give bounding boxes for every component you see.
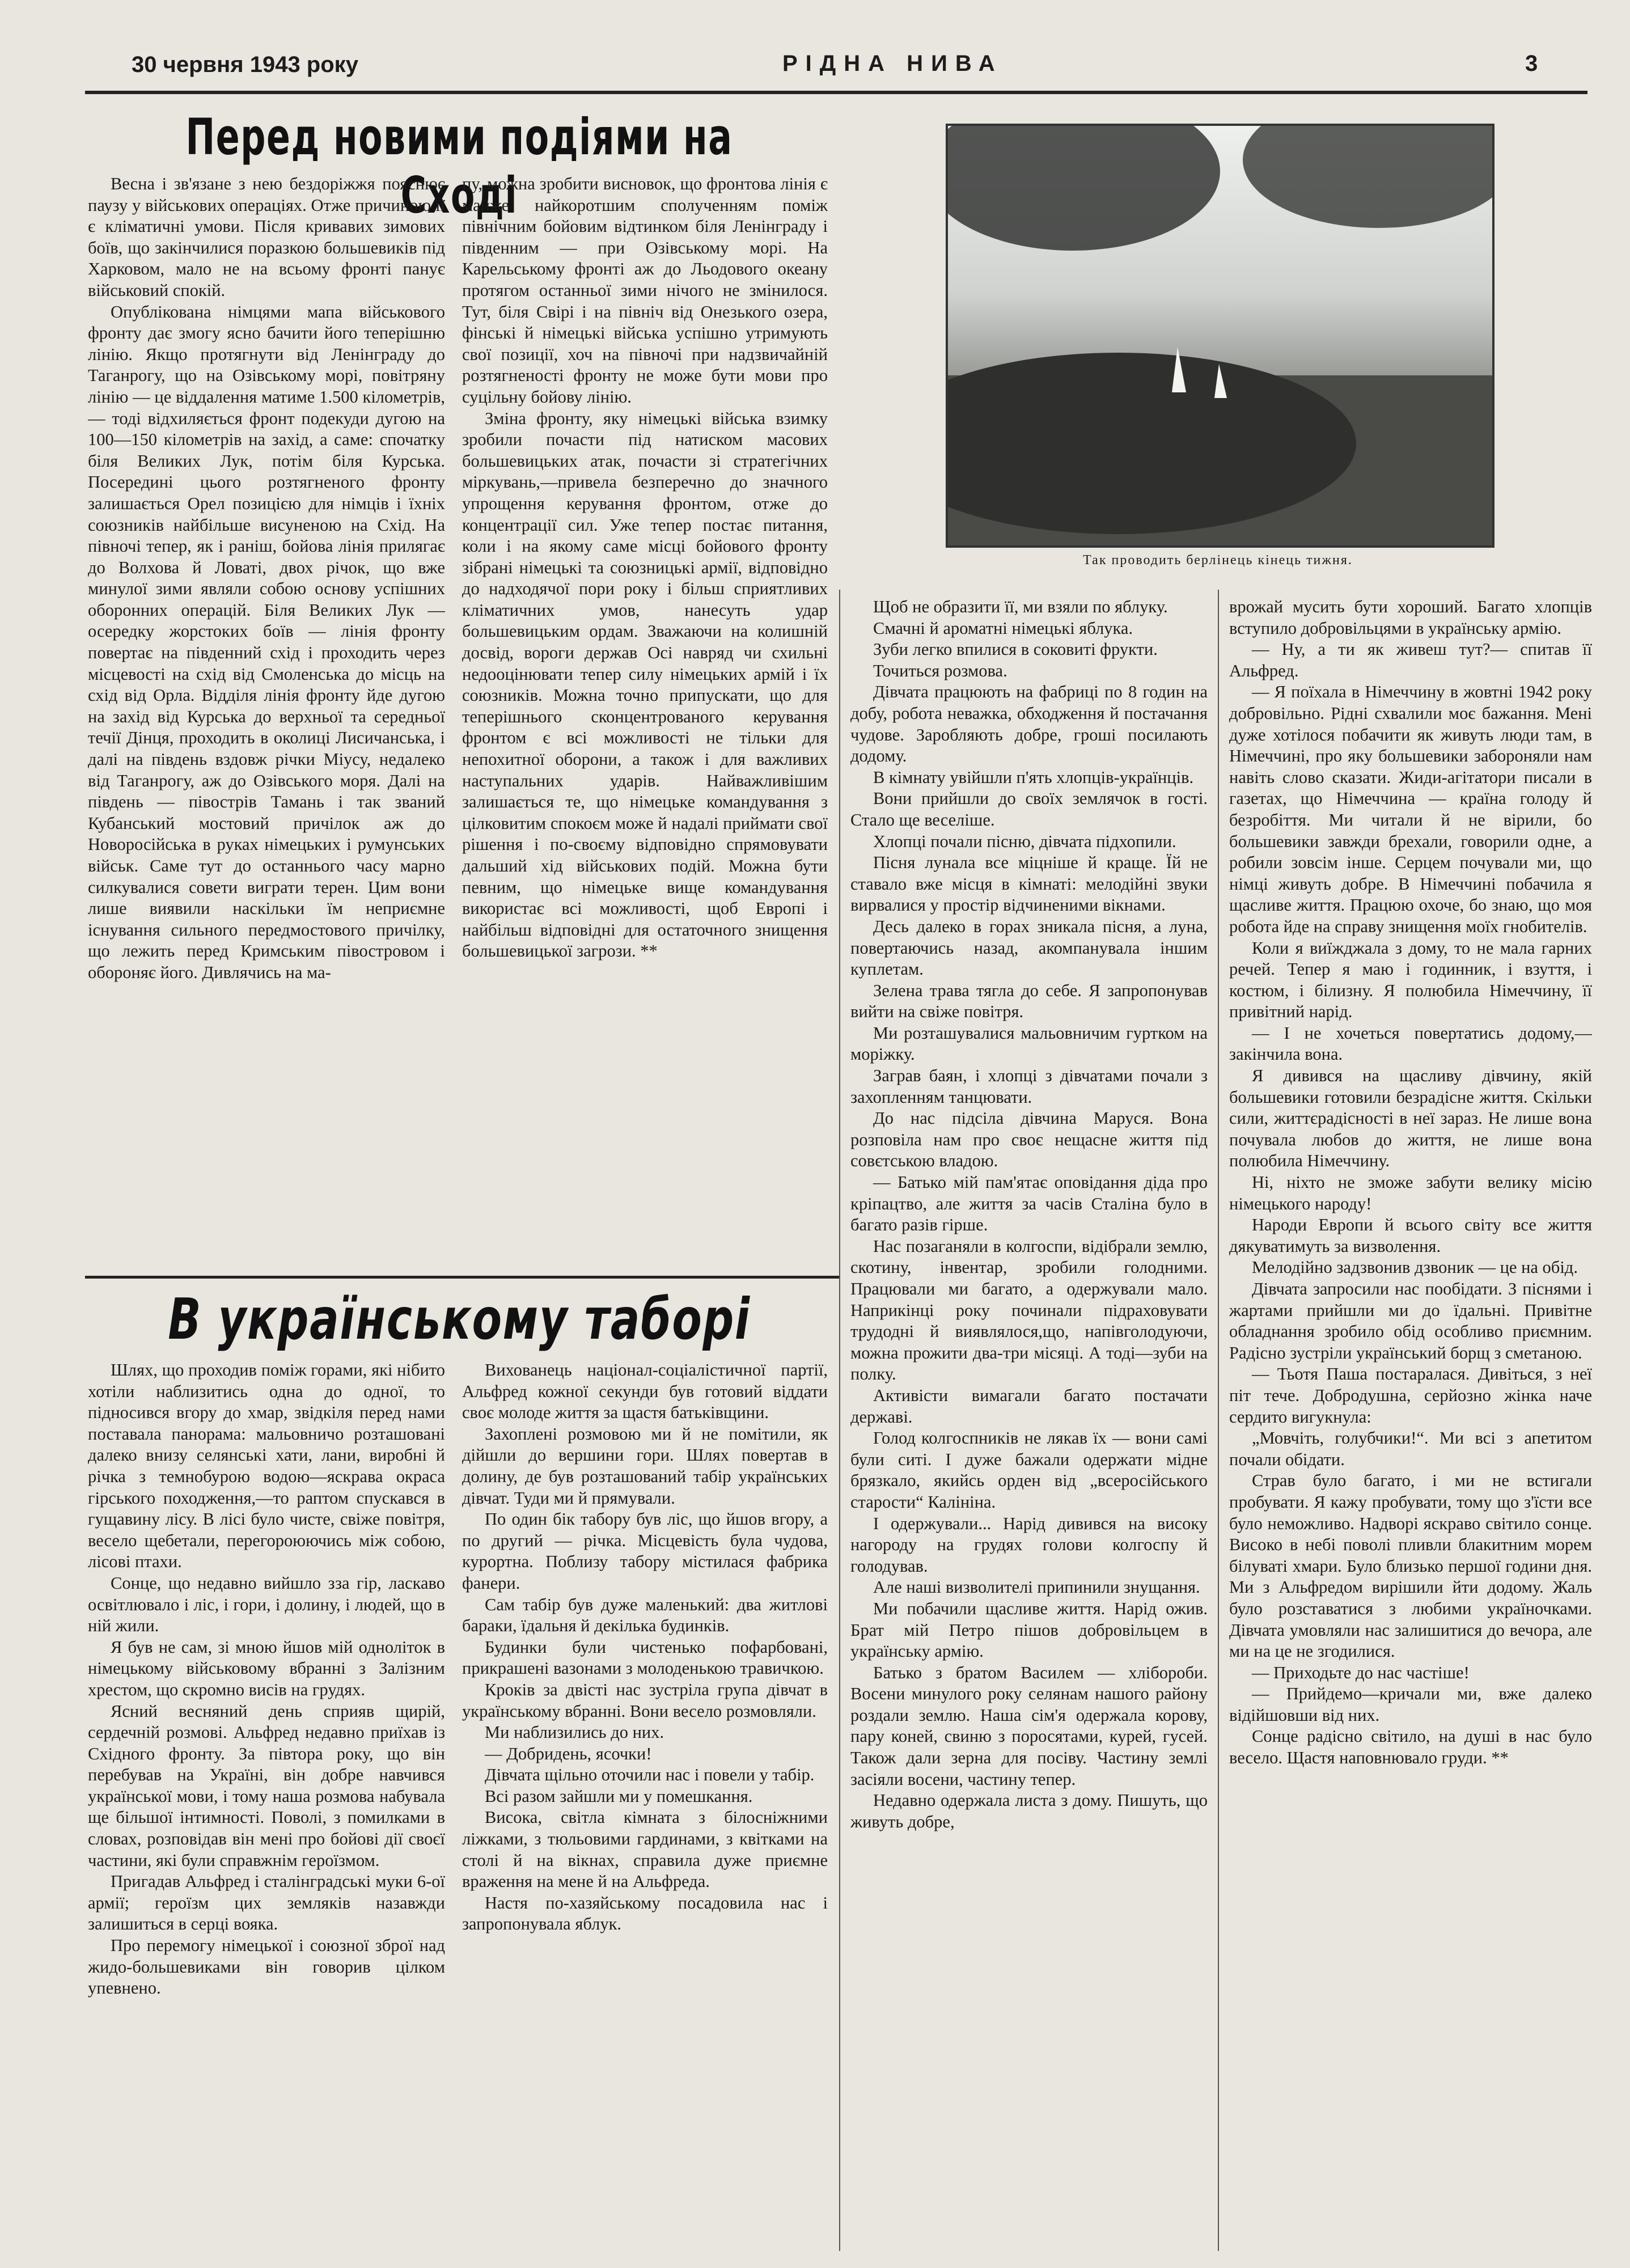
paragraph: Будинки були чистенько пофарбовані, прикрашені вазонами з молоденькою травичкою.	[462, 1637, 828, 1678]
paragraph: Хлопці почали пісню, дівчата підхопили.	[873, 831, 1176, 851]
paragraph: — Прийдемо—кричали ми, вже далеко відійшовши від них.	[1229, 1684, 1592, 1725]
photo-caption: Так проводить берлінець кінець тижня.	[1083, 553, 1353, 568]
paragraph: Активісти вимагали багато постачати державі.	[850, 1385, 1208, 1427]
paragraph: — Тьотя Паша постаралася. Дивіться, з неї піт тече. Добродушна, серйозно жінка наче сердито вигукнула:	[1229, 1364, 1592, 1427]
paragraph: Сонце, що недавно вийшло зза гір, ласкаво освітлювало і ліс, і гори, і долину, і людей, що в ній жили.	[88, 1573, 445, 1636]
paragraph: Кроків за двісті нас зустріла група дівчат в українському вбранні. Вони весело розмовляли.	[462, 1679, 828, 1721]
paragraph: Про перемогу німецької і союзної зброї над жидо-большевиками він говорив цілком упевнено.	[88, 1936, 445, 1998]
paragraph: Щоб не образити її, ми взяли по яблуку.	[873, 597, 1168, 616]
paragraph: „Мовчіть, голубчики!“. Ми всі з апетитом почали обідати.	[1229, 1428, 1592, 1469]
article2-column-2	[462, 1360, 828, 2250]
paragraph: Захоплені розмовою ми й не помітили, як дійшли до вершини гори. Шлях повертав в долину, де був розташований табір українських дівчат. Туди ми й прямували.	[462, 1424, 828, 1508]
paragraph: Вихованець націонал-соціалістичної партії, Альфред кожної секунди був готовий віддати своє молоде життя за щастя батьківщини.	[462, 1360, 828, 1423]
paragraph: Ми розташувалися мальовничим гуртком на моріжку.	[850, 1023, 1208, 1064]
article1-bottom-rule	[85, 1276, 839, 1279]
paragraph: Шлях, що проходив поміж горами, які нібито хотіли наблизитись одна до одної, то підносився вгору до хмар, звідкіля перед нами поставала панорама: мальовничо розташовані далеко внизу селянські хати, лани, виробні й річка з темнобурою водою—яскрава окраса гірського походження,—то раптом спускався в гущавину лісу. В лісі було чисте, свіже повітря, весело щебетали, перегороюючись між собою, лісові птахи.	[88, 1360, 445, 1572]
paragraph: — Батько мій пам'ятає оповідання діда про кріпацтво, але життя за часів Сталіна було в багато разів гірше.	[850, 1173, 1208, 1235]
paragraph: До нас підсіла дівчина Маруся. Вона розповіла нам про своє нещасне життя під совєтською владою.	[850, 1108, 1208, 1171]
paragraph: врожай мусить бути хороший. Багато хлопців вступило добровільцями в українську армію.	[1229, 597, 1592, 638]
paragraph: — Я поїхала в Німеччину в жовтні 1942 року добровільно. Рідні схвалили моє бажання. Мені дуже хотілося побачити як живуть люди там, в Німеччині, про яку большевики забороняли нам навіть слово сказати. Жиди-агітатори писали в газетах, що Німеччина — країна голоду й безробіття. Ми читали й не вірили, бо большевики завжди брехали, говорили одне, а робили зовсім інше. Серцем почували ми, що німці живуть добре. В Німеччині побачила я щасливе життя. Працюю охоче, бо знаю, що моя робота йде на справу знищення моїх гнобителів.	[1229, 682, 1592, 936]
paragraph: Ясний весняний день сприяв щирій, сердечній розмові. Альфред недавно приїхав із Східного фронту. За півтора року, що він перебував на Україні, він добре навчився української мови, і тому наша розмова набувала ще більшої інтимності. Поволі, з помилками в словах, розповідав він мені про бойові дії своєї частини, які були справжнім героїзмом.	[88, 1701, 445, 1870]
paragraph: Голод колгоспників не лякав їх — вони самі були ситі. І дуже бажали одержати мідне брязкало, якийсь орден від „всеросійського старости“ Калініна.	[850, 1428, 1208, 1512]
paragraph: Пригадав Альфред і сталінградські муки 6-ої армії; героїзм цих земляків назавжди залишиться в серці вояка.	[88, 1872, 445, 1934]
paragraph: Всі разом зайшли ми у помешкання.	[485, 1786, 753, 1806]
paragraph: — Ну, а ти як живеш тут?— спитав її Альфред.	[1229, 640, 1592, 680]
newspaper-name: РІДНА НИВА	[782, 51, 1003, 76]
paragraph: Точиться розмова.	[873, 661, 1007, 680]
paragraph: Опублікована німцями мапа військового фронту дає змогу ясно бачити його теперішню лінію. Якщо протягнути від Ленінграду до Таганрогу, що на Озівському морі, повітряну лінію — це віддалення матиме 1.500 кілометрів, — тоді відхиляється фронт подекуди дугою на 100—150 кілометрів на захід, а саме: спочатку біля Великих Лук, потім біля Курська. Посередині цього розтягненого фронту залишається Орел позицією для німців і їхніх союзників найбільше висуненою на Схід. На півночі тепер, як і раніш, бойова лінія прилягає до Волхова й Ловаті, двох річок, що вже минулої зими являли собою основу успішних оборонних операцій. Біля Великих Лук — осередку жорстоких боїв — лінія фронту повертає на південний схід і проходить через місцевості на схід від Смоленська до місць на схід від Орла. Відділя лінія фронту йде дугою на захід від Курська до верхньої та середньої течії Дінця, проходить в околиці Лисичанська, і далі на південь вздовж річки Міусу, недалеко від Таганрогу, аж до Озівського моря. Далі на південь — півострів Тамань і так званий Кубанський мостовий причілок аж до Новоросійська в руках німецьких і румунських військ. Саме тут до останнього часу марно силкувалися совети виграти терен. Цим вони лише виявили наскільки їм неприємне існування сильного передмостового причілку, що лежить перед Кримським півостровом і обороняє його. Дивлячись на ма-	[88, 302, 445, 982]
paragraph: Ми побачили щасливе життя. Нарід ожив. Брат мій Петро пішов добровільцем в українську армію.	[850, 1598, 1208, 1661]
paragraph: Дівчата запросили нас пообідати. З піснями і жартами прийшли ми до їдальні. Привітне обладнання зробило обід особливо приємним. Радісно зустріли український борщ з сметаною.	[1229, 1279, 1592, 1363]
paragraph: Висока, світла кімната з білосніжними ліжками, з тюльовими гардинами, з квітками на столі й на вікнах, справила дуже приємне враження на мене й на Альфреда.	[462, 1808, 828, 1892]
photo-lakeside	[946, 124, 1494, 548]
article1-column-1	[88, 174, 445, 1262]
paragraph: Десь далеко в горах зникала пісня, а луна, повертаючись назад, акомпанувала іншим куплетам.	[850, 916, 1208, 979]
paragraph: Заграв баян, і хлопці з дівчатами почали з захопленням танцювати.	[850, 1066, 1208, 1107]
paragraph: Зміна фронту, яку німецькі війська взимку зробили почасти під натиском масових большевицьких атак, почасти зі стратегічних міркувань,—привела безперечно до значного упрощення керування фронтом, отже до концентрації сил. Уже тепер постає питання, коли і на якому саме місці бойового фронту зібрані німецькі та союзницькі армії, відповідно до надходячої пори року і більш сприятливих кліматичних умов, нанесуть удар большевицьким ордам. Зважаючи на колишній досвід, вороги держав Осі навряд чи схильні недооцінювати тепер силу німецьких армій і їх союзників. Можна точно припускати, що для теперішнього сконцентрованого керування фронтом є всі можливості не тільки для непохитної оборони, а також і для важливих наступальних ударів. Найважливішим залишається те, що німецьке командування з цілковитим спокоєм може й надалі приймати свої рішення і по-своєму відповідно спрямовувати дальший хід військових подій. Можна бути певним, що німецьке вище командування використає всі можливості, щоб Европі і найбільш відповідні для остаточного знищення большевицької загрози. **	[462, 408, 828, 961]
paragraph: Смачні й ароматні німецькі яблука.	[873, 618, 1133, 638]
paragraph: Я дивився на щасливу дівчину, якій большевики готовили безрадісне життя. Скільки сили, життєрадісності в неї зараз. Не лише вона почувала любов до життя, не лише вона полюбила Німеччину.	[1229, 1066, 1592, 1171]
paragraph: Але наші визволителі припинили знущання.	[873, 1577, 1200, 1597]
article2-column-3	[850, 596, 1208, 2252]
paragraph: Страв було багато, і ми не встигали пробувати. Я кажу пробувати, тому що з'їсти все було неможливо. Надворі яскраво світило сонце. Високо в небі поволі пливли блакитним морем білуваті хмари. Було близько першої години дня. Ми з Альфредом вирішили йти додому. Жаль було розставатися з любими україночками. Дівчата умовляли нас залишитися до вечора, але ми на це не згодилися.	[1229, 1471, 1592, 1661]
paragraph: Дівчата працюють на фабриці по 8 годин на добу, робота неважка, обходження й постачання чудове. Заробляють добре, гроші посилають додому.	[850, 682, 1208, 766]
paragraph: — Приходьте до нас частіше!	[1252, 1662, 1470, 1682]
paragraph: І одержували... Нарід дивився на високу нагороду на грудях голови колгоспу й голодував.	[850, 1513, 1208, 1576]
paragraph: — Добридень, ясочки!	[485, 1744, 652, 1763]
paragraph: Я був не сам, зі мною йшов мій одноліток в німецькому військовому вбранні з Залізним хрестом, що скромно висів на грудях.	[88, 1637, 445, 1699]
paragraph: пу, можна зробити висновок, що фронтова лінія є майже найкоротшим сполученням поміж північним бойовим відтинком біля Ленінграду і південним — при Озівському морі. На Карельському фронті аж до Льодового океану протягом останньої зими нічого не змінилося. Тут, біля Свірі і на північ від Онезького озера, фінські й німецькі війська успішно утримують свої позиції, хоч на півночі при надзвичайній розтягненості фронту не може бути мови про суцільну бойову лінію.	[462, 174, 828, 407]
article2-column-4	[1229, 596, 1592, 2252]
issue-date: 30 червня 1943 року	[132, 52, 358, 77]
paragraph: Пісня лунала все міцніше й краще. Їй не ставало вже місця в кімнаті: мелодійні звуки вирвалися у простір відчиненими вікнами.	[850, 853, 1208, 915]
paragraph: Весна і зв'язане з нею бездоріжжя пояснює паузу у військових операціях. Отже причиною її є кліматичні умови. Після кривавих зимових боїв, що закінчилися поразкою большевиків під Харковом, мало не на всьому фронті панує військовий спокій.	[88, 174, 445, 300]
header-rule	[85, 91, 1587, 94]
article2-title: В українському таборі	[168, 1286, 751, 1352]
paragraph: Ні, ніхто не зможе забути велику місію німецького народу!	[1229, 1173, 1592, 1213]
article1-title: Перед новими подіями на Сході	[185, 108, 733, 225]
paragraph: — І не хочеться повертатись додому,— закінчила вона.	[1229, 1023, 1592, 1064]
paragraph: Недавно одержала листа з дому. Пишуть, що живуть добре,	[850, 1791, 1208, 1831]
paragraph: Ми наблизились до них.	[485, 1723, 664, 1742]
paragraph: Мелодійно задзвонив дзвоник — це на обід.	[1252, 1258, 1578, 1277]
paragraph: Батько з братом Василем — хлібороби. Восени минулого року селянам нашого району роздали землю. Наша сім'я одержала корову, пару коней, свиню з поросятами, курей, гусей. Також дали зерна для посіву. Частину землі засіяли восени, частину тепер.	[850, 1662, 1208, 1789]
lake-trees-illustration	[948, 126, 1492, 545]
paragraph: В кімнату увійшли п'ять хлопців-українців.	[873, 767, 1194, 787]
paragraph: Нас позаганяли в колгоспи, відібрали землю, скотину, інвентар, зробили голодними. Працювали ми багато, а одержували мало. Наприкінці року починали підраховувати трудодні й виявлялося,що, напівголодуючи, можна прожити два-три місяці. А тоді—зуби на полку.	[850, 1236, 1208, 1384]
paragraph: Зелена трава тягла до себе. Я запропонував вийти на свіже повітря.	[850, 980, 1208, 1022]
page-number: 3	[1525, 51, 1538, 76]
paragraph: Настя по-хазяйському посадовила нас і запропонувала яблук.	[462, 1893, 828, 1934]
column-divider-right	[1218, 590, 1219, 2251]
paragraph: Сам табір був дуже маленький: два житлові бараки, їдальня й декілька будинків.	[462, 1594, 828, 1636]
article1-column-2	[462, 174, 828, 1262]
paragraph: По один бік табору був ліс, що йшов вгору, а по другий — річка. Місцевість була чудова, курортна. Поблизу табору містилася фабрика фанери.	[462, 1509, 828, 1593]
column-divider-top	[839, 590, 840, 2251]
paragraph: Дівчата щільно оточили нас і повели у табір.	[485, 1765, 815, 1785]
paragraph: Вони прийшли до своїх землячок в гості. Стало ще веселіше.	[850, 789, 1208, 830]
paragraph: Зуби легко впилися в соковиті фрукти.	[873, 640, 1158, 659]
article2-column-1	[88, 1360, 445, 2250]
paragraph: Коли я виїжджала з дому, то не мала гарних речей. Тепер я маю і годинник, і взуття, і костюм, і білизну. Я полюбила Німеччину, її привітний нарід.	[1229, 938, 1592, 1022]
paragraph: Народи Европи й всього світу все життя дякуватимуть за визволення.	[1229, 1215, 1592, 1256]
paragraph: Сонце радісно світило, на душі в нас було весело. Щастя наповнювало груди. **	[1229, 1727, 1592, 1768]
